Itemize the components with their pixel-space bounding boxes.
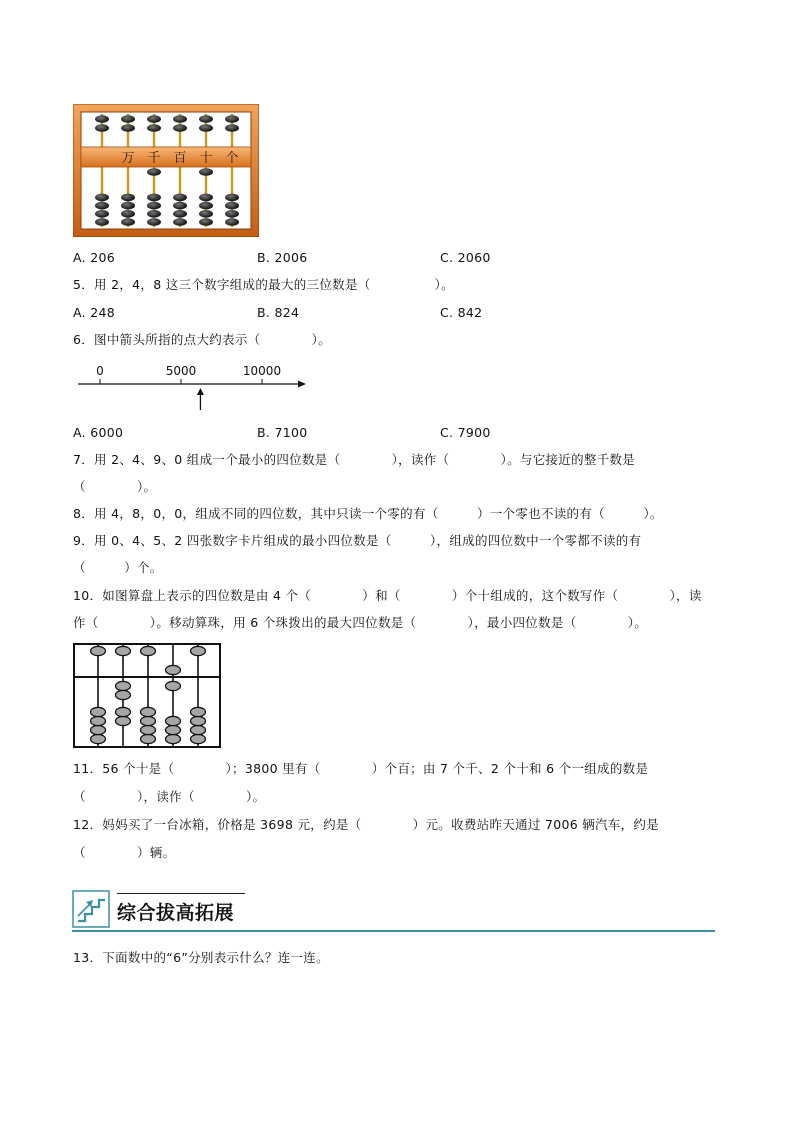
option-text: 206: [90, 250, 115, 265]
abacus-bead: [116, 716, 131, 725]
option-text: 824: [274, 305, 300, 320]
abacus-bead: [91, 734, 106, 743]
abacus-bead: [141, 734, 156, 743]
section-title: 综合拔高拓展: [117, 902, 235, 924]
abacus-bead: [173, 202, 187, 210]
q5-option-c: [440, 305, 482, 321]
abacus-bead: [91, 716, 106, 725]
number-line: [76, 362, 316, 412]
abacus-bead: [95, 194, 109, 202]
abacus-place-label: 百: [173, 151, 187, 166]
option-text: 2060: [457, 250, 491, 265]
number-line-label: 0: [96, 364, 104, 378]
q4-option-a: [73, 250, 115, 266]
option-letter: A.: [73, 425, 86, 440]
abacus-bead: [225, 194, 239, 202]
abacus-bead: [191, 725, 206, 734]
option-letter: A.: [73, 305, 86, 320]
abacus-bead: [173, 194, 187, 202]
option-letter: A.: [73, 250, 86, 265]
abacus-bead: [95, 202, 109, 210]
abacus-bead: [225, 202, 239, 210]
abacus-bead: [116, 707, 131, 716]
abacus-bead: [173, 115, 187, 123]
abacus-bead: [173, 218, 187, 226]
abacus-bead: [147, 124, 161, 132]
number-line-label: 10000: [242, 364, 282, 378]
abacus-bead: [199, 218, 213, 226]
abacus-bead: [173, 210, 187, 218]
abacus-bead: [166, 681, 181, 690]
abacus-bead: [199, 168, 213, 176]
question-13: 13．下面数中的“6”分别表示什么？连一连。: [73, 950, 329, 965]
abacus-bead: [199, 124, 213, 132]
abacus-bead: [121, 115, 135, 123]
abacus-bead: [121, 218, 135, 226]
abacus-bead: [116, 690, 131, 699]
option-text: 6000: [90, 425, 124, 440]
abacus-bead: [166, 665, 181, 674]
abacus-bead: [147, 194, 161, 202]
abacus-bead: [173, 124, 187, 132]
abacus-place-label: 十: [199, 151, 213, 166]
option-letter: C.: [440, 250, 454, 265]
abacus-bead: [147, 168, 161, 176]
abacus-bead: [225, 210, 239, 218]
abacus-bead: [191, 646, 206, 655]
abacus-bead: [121, 202, 135, 210]
question-10-line-2: 作（ ）。移动算珠，用 6 个珠拨出的最大四位数是（ ），最小四位数是（ ）。: [73, 615, 648, 630]
question-10-line-1: 10．如图算盘上表示的四位数是由 4 个（ ）和（ ）个十组成的，这个数写作（ ），读: [73, 588, 702, 603]
abacus-figure-1: [73, 104, 259, 237]
abacus-bead: [95, 124, 109, 132]
option-letter: B.: [257, 250, 271, 265]
q4-option-c: [440, 250, 491, 266]
abacus-bead: [121, 210, 135, 218]
q5-option-a: [73, 305, 115, 321]
stairs-icon: [72, 890, 110, 928]
question-12-line-1: 12．妈妈买了一台冰箱，价格是 3698 元，约是（ ）元。收费站昨天通过 7006 辆汽车，约是: [73, 817, 660, 832]
number-line-arrowhead: [298, 381, 306, 388]
abacus-bead: [91, 725, 106, 734]
pointer-arrowhead: [197, 388, 204, 395]
q4-option-b: [257, 250, 307, 266]
number-line-label: 5000: [165, 364, 197, 378]
question-9-line-1: 9．用 0、4、5、2 四张数字卡片组成的最小四位数是（ ），组成的四位数中一个零都不读的有: [73, 533, 642, 548]
section-top-rule: [117, 893, 245, 894]
abacus-bead: [141, 646, 156, 655]
abacus-place-label: 个: [225, 151, 239, 166]
option-text: 2006: [274, 250, 308, 265]
abacus-bead: [95, 218, 109, 226]
question-12-line-2: （ ）辆。: [73, 845, 176, 860]
abacus-bead: [191, 716, 206, 725]
option-letter: C.: [440, 305, 454, 320]
option-text: 7100: [274, 425, 308, 440]
abacus-bead: [95, 115, 109, 123]
abacus-bead: [166, 725, 181, 734]
question-8: 8．用 4，8，0，0，组成不同的四位数，其中只读一个零的有（ ）一个零也不读的有（ ）。: [73, 506, 663, 521]
q6-option-a: [73, 425, 123, 441]
option-letter: B.: [257, 425, 271, 440]
abacus-figure-2: [73, 643, 225, 749]
abacus-place-label: 千: [147, 151, 161, 166]
option-text: 248: [90, 305, 115, 320]
question-11-line-1: 11．56 个十是（ ）；3800 里有（ ）个百；由 7 个千、2 个十和 6 个一组成的数是: [73, 761, 649, 776]
abacus-bead: [121, 124, 135, 132]
abacus-bead: [166, 716, 181, 725]
question-5: 5．用 2，4，8 这三个数字组成的最大的三位数是（ ）。: [73, 277, 454, 292]
q5-option-b: [257, 305, 299, 321]
abacus-bead: [147, 202, 161, 210]
abacus-bead: [199, 210, 213, 218]
abacus-bead: [225, 115, 239, 123]
abacus-place-label: 万: [121, 151, 135, 166]
abacus-bead: [95, 210, 109, 218]
abacus-bead: [141, 725, 156, 734]
abacus-bead: [116, 646, 131, 655]
abacus-bead: [91, 707, 106, 716]
question-11-line-2: （ ），读作（ ）。: [73, 789, 266, 804]
question-9-line-2: （ ）个。: [73, 560, 163, 575]
option-text: 842: [457, 305, 483, 320]
abacus-bead: [166, 734, 181, 743]
abacus-bead: [199, 202, 213, 210]
option-letter: C.: [440, 425, 454, 440]
question-7-line-2: （ ）。: [73, 479, 157, 494]
abacus-bead: [141, 707, 156, 716]
abacus-bead: [191, 734, 206, 743]
question-6: 6．图中箭头所指的点大约表示（ ）。: [73, 332, 332, 347]
abacus-bead: [225, 124, 239, 132]
abacus-bead: [91, 646, 106, 655]
abacus-bead: [116, 681, 131, 690]
abacus-bead: [225, 218, 239, 226]
option-letter: B.: [257, 305, 271, 320]
abacus-bead: [191, 707, 206, 716]
abacus-bead: [121, 194, 135, 202]
q6-option-c: [440, 425, 491, 441]
section-divider: [72, 930, 715, 932]
question-7-line-1: 7．用 2、4、9、0 组成一个最小的四位数是（ ），读作（ ）。与它接近的整千数是: [73, 452, 636, 467]
abacus-bead: [199, 194, 213, 202]
q6-option-b: [257, 425, 307, 441]
abacus-bead: [199, 115, 213, 123]
abacus-bead: [147, 218, 161, 226]
abacus-bead: [147, 210, 161, 218]
option-text: 7900: [457, 425, 491, 440]
abacus-bead: [141, 716, 156, 725]
abacus-bead: [147, 115, 161, 123]
